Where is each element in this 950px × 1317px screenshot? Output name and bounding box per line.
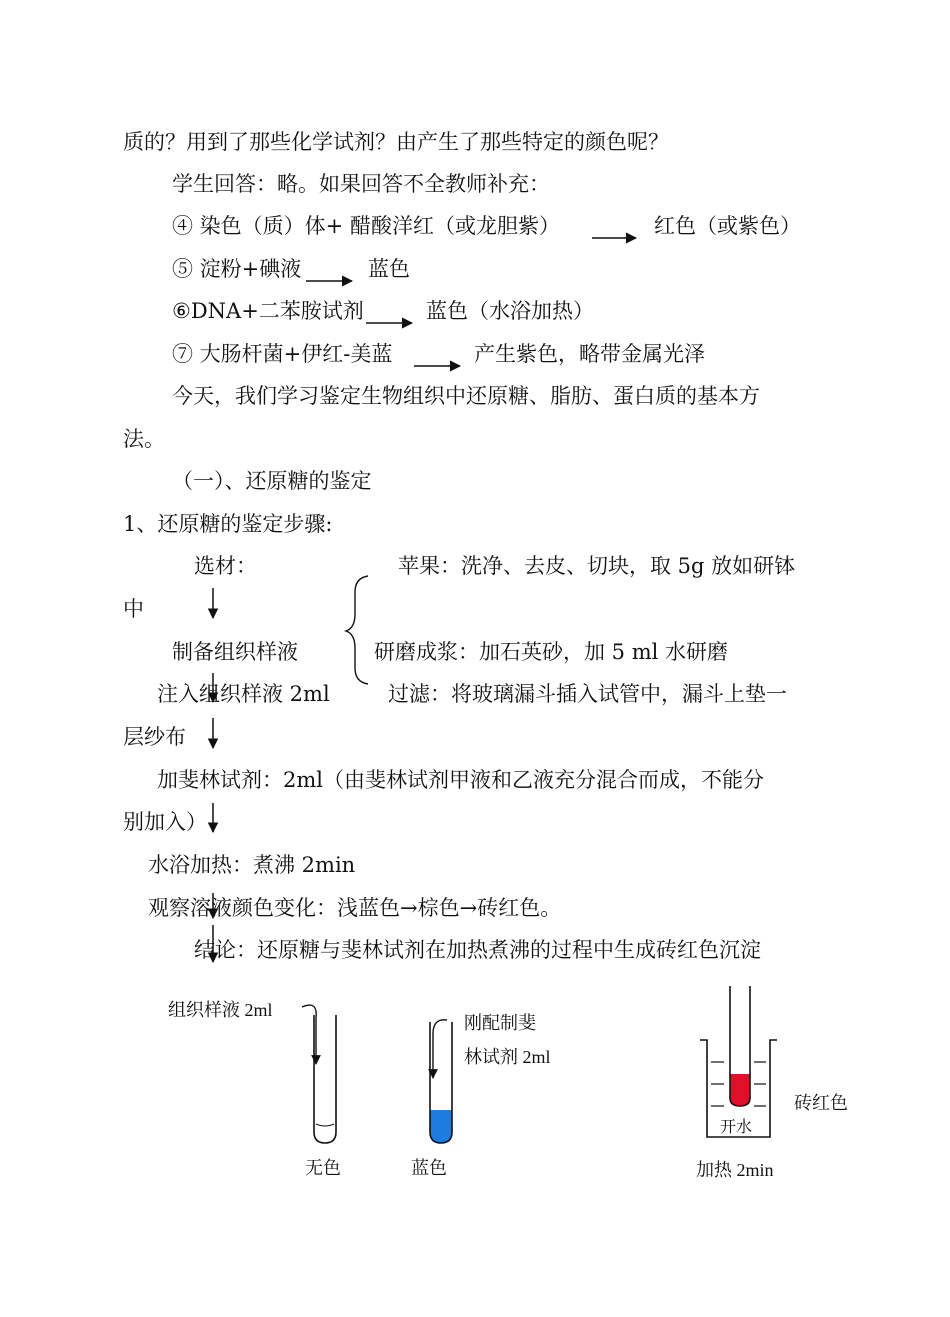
- reaction-reactants: ⑦ 大肠杆菌+伊红-美蓝: [172, 342, 393, 366]
- step-label: 选材：: [194, 554, 257, 578]
- text-line: 质的？用到了那些化学试剂？由产生了那些特定的颜色呢？: [123, 130, 669, 154]
- caption-heat: 加热 2min: [696, 1160, 774, 1180]
- conclusion: 结论：还原糖与斐林试剂在加热煮沸的过程中生成砖红色沉淀: [194, 938, 761, 962]
- reaction-reactants: ⑥DNA+二苯胺试剂: [172, 299, 364, 323]
- step-label: 观察溶液颜色变化：浅蓝色→棕色→砖红色。: [148, 896, 562, 920]
- reaction-product: 蓝色: [368, 257, 410, 281]
- step-label: 水浴加热：煮沸 2min: [148, 853, 356, 877]
- text-line: 中: [123, 597, 144, 621]
- test-tube-colorless: [314, 1015, 336, 1143]
- label-brick-red: 砖红色: [794, 1093, 848, 1113]
- step-label: 注入组织样液 2ml: [157, 682, 330, 706]
- step-detail: 研磨成浆：加石英砂，加 5 ml 水研磨: [374, 640, 729, 664]
- test-tube-brick-red: [730, 986, 750, 1106]
- step-detail: 苹果：洗净、去皮、切块，取 5g 放如研钵: [398, 554, 796, 578]
- reaction-reactants: ④ 染色（质）体+ 醋酸洋红（或龙胆紫）: [172, 214, 560, 238]
- caption-colorless: 无色: [305, 1158, 341, 1178]
- reaction-reactants: ⑤ 淀粉+碘液: [172, 257, 302, 281]
- caption-blue: 蓝色: [411, 1158, 447, 1178]
- label-reagent: 刚配制斐: [464, 1013, 536, 1033]
- step-label: 制备组织样液: [172, 640, 298, 664]
- text-line: 层纱布: [123, 725, 186, 749]
- section-heading: （一）、还原糖的鉴定: [172, 469, 372, 493]
- reaction-product: 蓝色（水浴加热）: [426, 299, 594, 323]
- text-line: 法。: [123, 427, 165, 451]
- step-label: 加斐林试剂：2ml（由斐林试剂甲液和乙液充分混合而成，不能分: [157, 768, 764, 792]
- reaction-product: 产生紫色，略带金属光泽: [474, 342, 705, 366]
- text-line: 别加入）: [123, 810, 207, 834]
- text-line: 学生回答：略。如果回答不全教师补充：: [172, 172, 550, 196]
- step-heading: 1、还原糖的鉴定步骤:: [123, 512, 333, 536]
- label-reagent: 林试剂 2ml: [464, 1047, 551, 1067]
- label-sample: 组织样液 2ml: [168, 1000, 273, 1020]
- reaction-product: 红色（或紫色）: [654, 214, 801, 238]
- label-water: 开水: [720, 1119, 753, 1136]
- text-line: 今天，我们学习鉴定生物组织中还原糖、脂肪、蛋白质的基本方: [172, 384, 760, 408]
- step-detail: 过滤：将玻璃漏斗插入试管中，漏斗上垫一: [388, 682, 787, 706]
- pour-arrow-icon: [433, 1020, 447, 1078]
